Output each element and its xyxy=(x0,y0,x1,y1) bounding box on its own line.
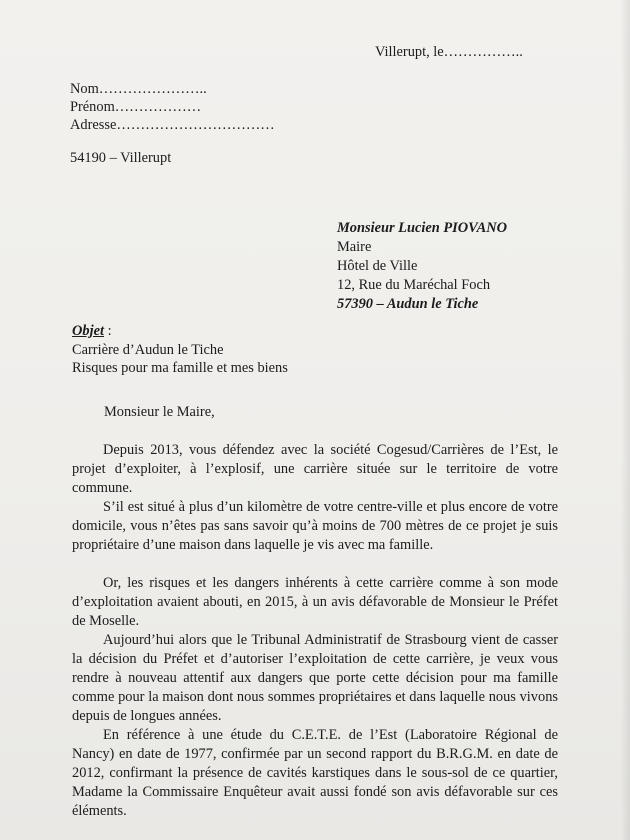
sender-postal: 54190 – Villerupt xyxy=(70,150,172,166)
sender-block xyxy=(70,80,275,134)
paragraph: Aujourd’hui alors que le Tribunal Administratif de Strasbourg vient de casser la décision du Préfet et d’autoriser l’exploitation de cette carrière, je veux vous rendre à nouveau attentif aux dangers que porte cette décision pour ma famille comme pour la maison dont nous sommes propriétaires et dans laquelle nous vivons depuis de longues années. xyxy=(72,632,558,724)
subject-separator: : xyxy=(103,323,112,339)
salutation: Monsieur le Maire, xyxy=(104,404,215,420)
subject-label: Objet xyxy=(72,323,104,339)
paragraph: Or, les risques et les dangers inhérents à cette carrière comme à son mode d’exploitation avaient abouti, en 2015, à un avis défavorable de Monsieur le Préfet de Moselle. xyxy=(72,575,558,629)
recipient-building: Hôtel de Ville xyxy=(337,258,418,274)
paragraph: En référence à une étude du C.E.T.E. de l’Est (Laboratoire Régional de Nancy) en date de 1977, confirmée par un second rapport du B.R.G.M. en date de 2012, confirmant la présence de cavités karstiques dans le sous-sol de ce quartier, Madame la Commissaire Enquêteur avait aussi fondé son avis défavorable sur ces éléments. xyxy=(72,727,558,819)
recipient-city: 57390 – Audun le Tiche xyxy=(337,296,479,312)
letter-body xyxy=(72,441,558,821)
sender-prenom: Prénom……………… xyxy=(70,99,202,115)
recipient-name: Monsieur Lucien PIOVANO xyxy=(337,220,508,236)
recipient-street: 12, Rue du Maréchal Foch xyxy=(337,277,491,293)
recipient-block xyxy=(337,219,507,314)
subject-heading xyxy=(72,322,288,341)
subject-line-2: Risques pour ma famille et mes biens xyxy=(72,360,288,376)
sender-adresse: Adresse…………………………… xyxy=(70,117,275,133)
paragraph: Depuis 2013, vous défendez avec la société Cogesud/Carrières de l’Est, le projet d’exploiter, à l’explosif, une carrière située sur le territoire de votre commune. xyxy=(72,442,558,496)
paragraph: S’il est situé à plus d’un kilomètre de votre centre-ville et plus encore de votre domicile, vous n’êtes pas sans savoir qu’à moins de 700 mètres de ce projet je suis propriétaire d’une maison dans laquelle je vis avec ma famille. xyxy=(72,499,558,553)
sender-nom: Nom………………….. xyxy=(70,81,207,97)
date-line: Villerupt, le…………….. xyxy=(375,44,523,60)
subject-block xyxy=(72,322,288,378)
subject-line-1: Carrière d’Audun le Tiche xyxy=(72,341,224,358)
recipient-title: Maire xyxy=(337,239,372,255)
